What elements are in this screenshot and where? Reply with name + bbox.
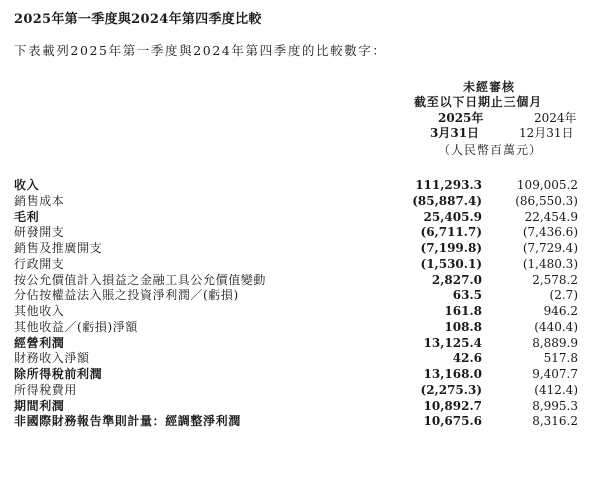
header-date-prior: 12月31日	[519, 126, 574, 140]
table-row	[14, 414, 578, 430]
value-prior: (86,550.3)	[515, 193, 578, 208]
value-current: (7,199.8)	[420, 241, 482, 255]
value-current: (6,711.7)	[420, 225, 482, 240]
value-current: 25,405.9	[423, 209, 482, 224]
row-label: 非國際財務報告準則計量：經調整淨利潤	[14, 414, 241, 429]
row-label: 按公允價值計入損益之金融工具公允價值變動	[14, 272, 267, 287]
row-label: 除所得稅前利潤	[14, 367, 103, 381]
row-label: 其他收入	[14, 304, 65, 318]
value-prior: 9,407.7	[532, 367, 578, 381]
row-label: 行政開支	[14, 256, 65, 271]
value-prior: 517.8	[543, 351, 578, 366]
row-label: 毛利	[14, 209, 40, 224]
value-current: 63.5	[452, 288, 482, 303]
table-row	[14, 273, 578, 289]
value-current: 10,892.7	[423, 398, 482, 413]
value-current: 42.6	[452, 351, 482, 366]
row-label: 經營利潤	[14, 335, 65, 350]
table-row	[14, 241, 578, 257]
table-row	[14, 367, 578, 383]
table-row	[14, 210, 578, 226]
table-row	[14, 225, 578, 241]
value-prior: (412.4)	[534, 382, 578, 397]
value-prior: (7,729.4)	[522, 241, 578, 255]
table-row	[14, 304, 578, 320]
table-row	[14, 194, 578, 210]
value-prior: (2.7)	[549, 288, 578, 303]
table-row	[14, 178, 578, 194]
row-label: 分佔按權益法入賬之投資淨利潤／(虧損)	[14, 288, 239, 303]
comparison-table	[14, 178, 578, 430]
table-row	[14, 399, 578, 415]
value-current: 2,827.0	[431, 272, 482, 287]
row-label: 所得稅費用	[14, 382, 78, 397]
page-title: 2025年第一季度與2024年第四季度比較	[14, 12, 262, 27]
header-unit: （人民幣百萬元）	[438, 143, 543, 157]
value-current: (85,887.4)	[412, 193, 482, 208]
header-year-current: 2025年	[438, 111, 484, 125]
value-prior: 8,316.2	[532, 414, 578, 429]
row-label: 銷售成本	[14, 193, 65, 208]
row-label: 期間利潤	[14, 398, 65, 413]
header-period: 截至以下日期止三個月	[414, 95, 543, 109]
value-prior: 946.2	[543, 304, 578, 318]
table-row	[14, 257, 578, 273]
header-date-current: 3月31日	[430, 126, 480, 140]
value-prior: 2,578.2	[532, 272, 578, 287]
table-row	[14, 288, 578, 304]
value-prior: 109,005.2	[516, 178, 578, 192]
value-prior: (7,436.6)	[522, 225, 578, 240]
value-prior: 8,995.3	[532, 398, 578, 413]
table-row	[14, 383, 578, 399]
value-prior: (1,480.3)	[522, 256, 578, 271]
table-row	[14, 351, 578, 367]
value-current: 161.8	[444, 304, 482, 318]
value-prior: (440.4)	[534, 319, 578, 334]
row-label: 研發開支	[14, 225, 65, 240]
table-row	[14, 336, 578, 352]
intro-text: 下表載列2025年第一季度與2024年第四季度的比較數字：	[14, 43, 387, 58]
header-year-prior: 2024年	[534, 111, 577, 125]
value-current: (2,275.3)	[420, 382, 482, 397]
value-current: 111,293.3	[415, 178, 482, 192]
value-prior: 8,889.9	[532, 335, 578, 350]
value-current: 13,168.0	[423, 367, 482, 381]
row-label: 財務收入淨額	[14, 351, 90, 366]
table-row	[14, 320, 578, 336]
row-label: 銷售及推廣開支	[14, 241, 103, 255]
value-current: 13,125.4	[423, 335, 482, 350]
value-current: (1,530.1)	[420, 256, 482, 271]
value-current: 108.8	[444, 319, 482, 334]
value-current: 10,675.6	[423, 414, 482, 429]
row-label: 其他收益／(虧損)淨額	[14, 319, 138, 334]
header-unaudited: 未經審核	[463, 80, 516, 94]
row-label: 收入	[14, 178, 40, 192]
value-prior: 22,454.9	[524, 209, 578, 224]
